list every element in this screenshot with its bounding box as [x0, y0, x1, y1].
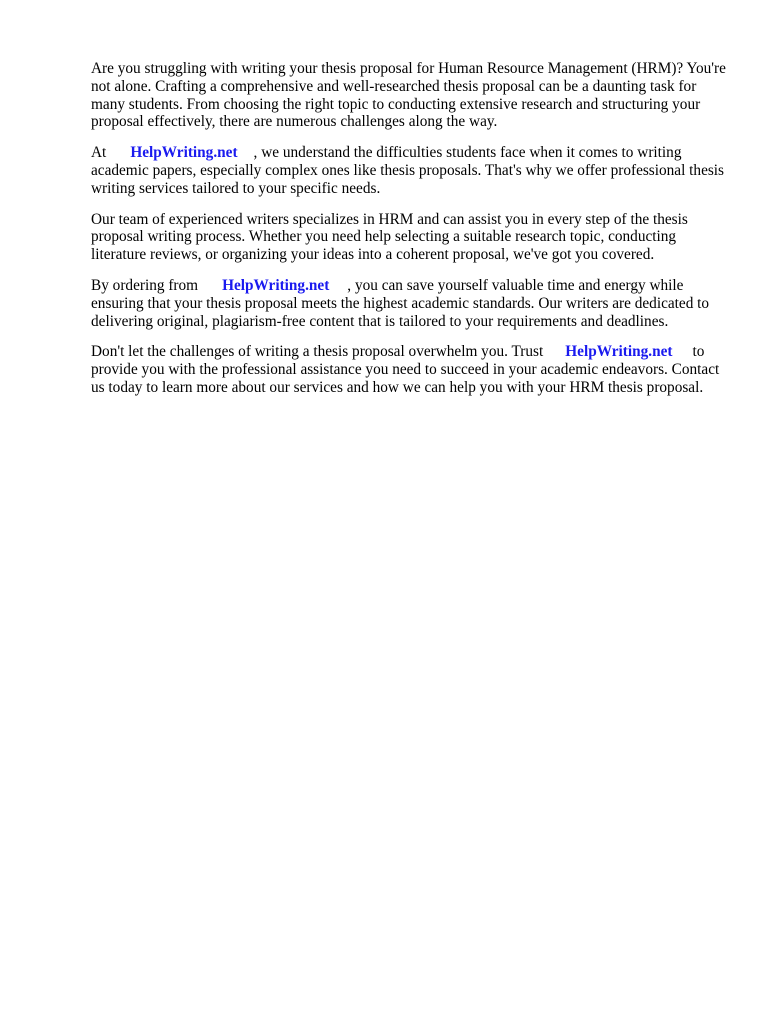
paragraph-closing — [91, 343, 731, 396]
helpwriting-link[interactable]: HelpWriting.net — [565, 343, 673, 361]
paragraph-intro: Are you struggling with writing your thesis proposal for Human Resource Management (HRM)? You're not alone. Crafting a comprehensive and well-researched thesis proposal can be a daunting task for many students. From choosing the right topic to conducting extensive research and structuring your proposal effectively, there are numerous challenges along the way. — [91, 60, 726, 131]
paragraph-text-before: By ordering from — [91, 276, 199, 294]
paragraph-text-after: , we understand the difficulties students face when it comes to writing academic papers, especially complex ones like thesis proposals. That's why we offer professional thesis writing services tailored to your specific needs. — [91, 144, 725, 197]
paragraph-text-before: Don't let the challenges of writing a thesis proposal overwhelm you. Trust — [91, 343, 544, 361]
paragraph-at-helpwriting — [91, 144, 731, 197]
document-body — [91, 60, 731, 410]
paragraph-text-after: , you can save yourself valuable time and energy while ensuring that your thesis proposal meets the highest academic standards. Our writers are dedicated to delivering original, plagiarism-free content that is tailored to your requirements and deadlines. — [91, 276, 710, 330]
helpwriting-link[interactable]: HelpWriting.net — [222, 276, 330, 294]
paragraph-team: Our team of experienced writers specializes in HRM and can assist you in every step of the thesis proposal writing process. Whether you need help selecting a suitable research topic, conducting literature reviews, or organizing your ideas into a coherent proposal, we've got you covered. — [91, 210, 688, 264]
paragraph-ordering — [91, 277, 731, 330]
paragraph-text-after: to provide you with the professional assistance you need to succeed in your academic endeavors. Contact us today to learn more about our services and how we can help you with your HRM thesis proposal. — [91, 343, 720, 396]
helpwriting-link[interactable]: HelpWriting.net — [130, 144, 238, 162]
paragraph-text-before: At — [91, 144, 107, 162]
